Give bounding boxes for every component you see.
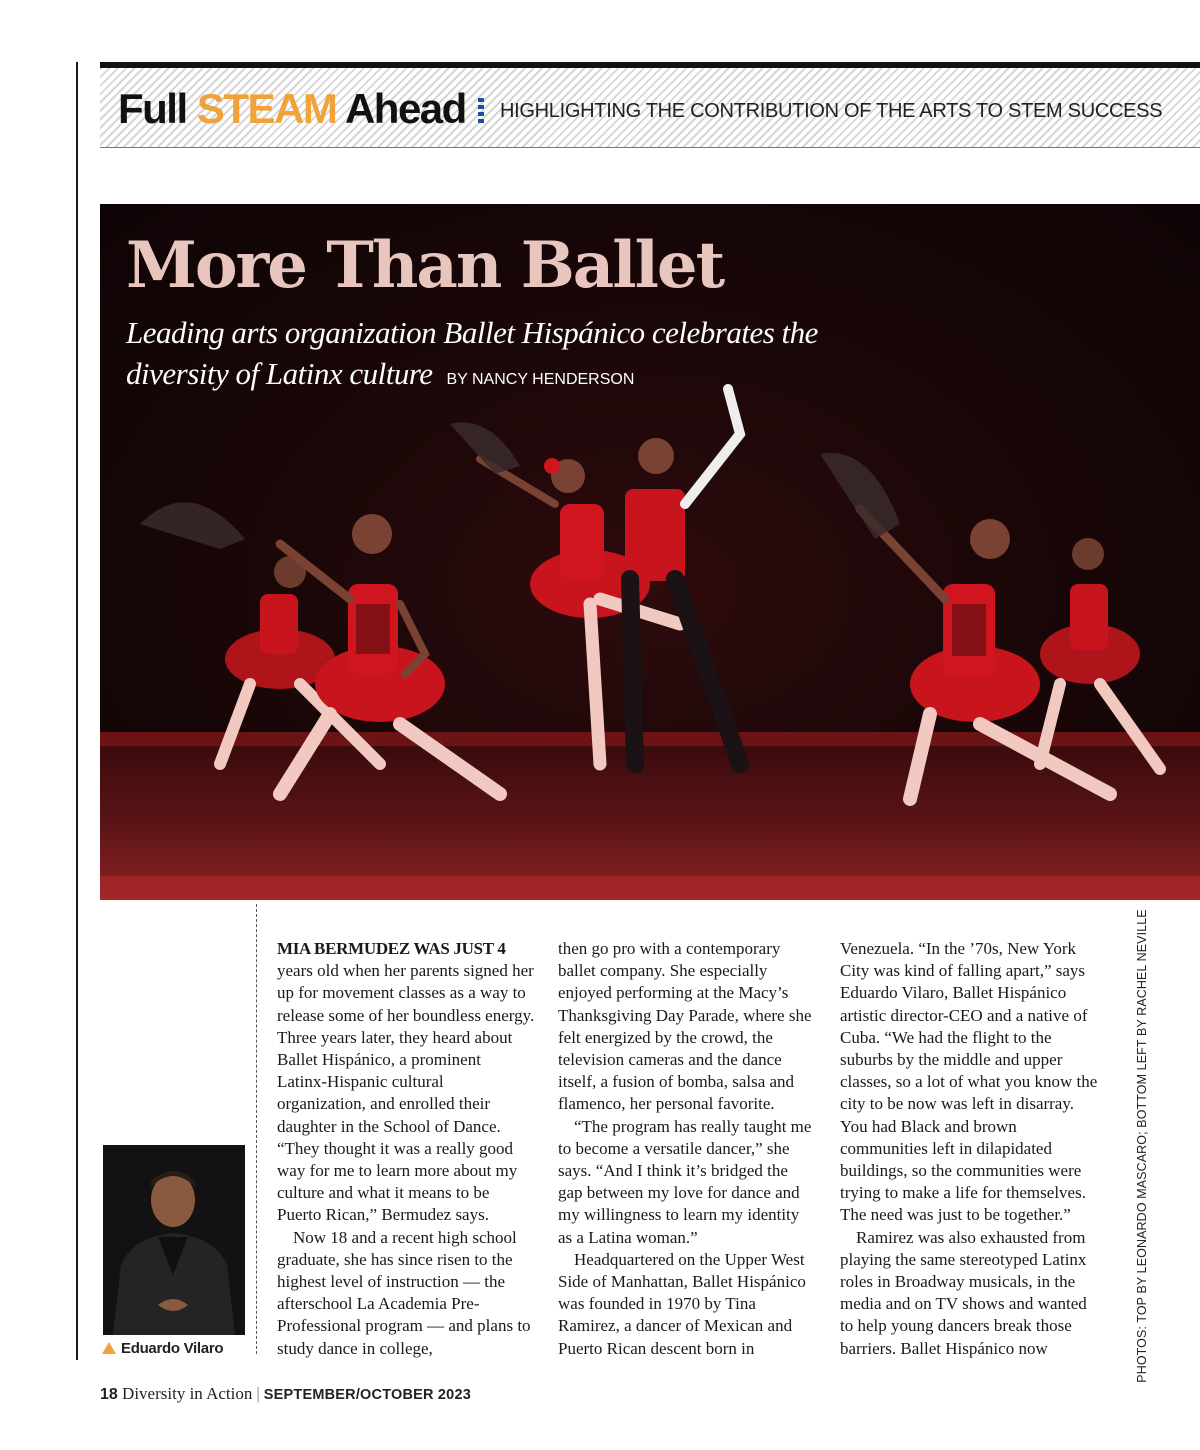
dancer-center-male bbox=[625, 389, 740, 764]
caption-triangle-icon bbox=[102, 1342, 116, 1354]
body-column-3 bbox=[840, 938, 1098, 1362]
footer-separator: | bbox=[256, 1384, 260, 1403]
portrait-photo bbox=[103, 1145, 245, 1335]
body-column-2 bbox=[558, 938, 816, 1362]
banner-title-ahead: Ahead bbox=[344, 85, 466, 132]
body-paragraph: Venezuela. “In the ’70s, New York City was kind of falling apart,” says Eduardo Vilaro, Ballet Hispánico artistic director-CEO and a native of Cuba. “We had the flight to the suburbs by the middle and upper classes, so a lot of what you know the city to be now was left in disarray. You had Black and brown communities left in dilapidated buildings, so the communities were trying to make a life for themselves. The need was just to be together.” bbox=[840, 939, 1098, 1225]
lead-in: MIA BERMUDEZ WAS JUST 4 bbox=[277, 939, 506, 958]
issue-date: SEPTEMBER/OCTOBER 2023 bbox=[263, 1387, 471, 1403]
body-paragraph bbox=[277, 938, 535, 1227]
article-byline: BY NANCY HENDERSON bbox=[446, 371, 635, 388]
body-paragraph: Ramirez was also exhausted from playing the same stereotyped Latinx roles in Broadway musicals, in the media and on TV shows and wanted to help young dancers break those barriers. Ballet Hispánico now bbox=[840, 1227, 1087, 1358]
banner-divider-dots bbox=[478, 98, 484, 126]
page-footer bbox=[100, 1384, 471, 1404]
banner-title-steam: STEAM bbox=[196, 85, 337, 132]
banner-title bbox=[118, 86, 466, 132]
body-text: years old when her parents signed her up for movement classes as a way to release some of her boundless energy. Three years later, they heard about Ballet Hispánico, a prominent Latinx-Hispanic cultural organization, and enrolled their daughter in the School of Dance. “They thought it was a really good way for me to learn more about my culture and what it means to be Puerto Rican,” Bermudez says. bbox=[277, 961, 535, 1225]
dancer-center-female bbox=[450, 422, 680, 764]
page-number: 18 bbox=[100, 1386, 118, 1403]
body-paragraph: Now 18 and a recent high school graduate, she has since risen to the highest level of instruction — the afterschool La Academia Pre-Professional program — and plans to study dance in college, bbox=[277, 1227, 531, 1358]
portrait-caption-text: Eduardo Vilaro bbox=[121, 1340, 224, 1357]
portrait-caption bbox=[102, 1340, 223, 1357]
left-margin-rule bbox=[76, 62, 78, 1360]
section-banner bbox=[100, 62, 1200, 148]
article-title: More Than Ballet bbox=[126, 228, 724, 303]
body-column-1 bbox=[277, 938, 535, 1362]
body-paragraph: then go pro with a contemporary ballet company. She especially enjoyed performing at the Macy’s Thanksgiving Day Parade, where she felt energized by the crowd, the television cameras and the dance itself, a fusion of bomba, salsa and flamenco, her personal favorite. bbox=[558, 939, 812, 1114]
photo-credit-text: PHOTOS: TOP BY LEONARDO MASCARO; BOTTOM LEFT BY RACHEL NEVILLE bbox=[1135, 909, 1149, 1383]
body-paragraph: “The program has really taught me to become a versatile dancer,” she says. “And I think it’s bridged the gap between my love for dance and my willingness to learn my identity as a Latina woman.” bbox=[558, 1116, 812, 1247]
column-divider bbox=[256, 904, 257, 1354]
banner-title-full: Full bbox=[118, 85, 187, 132]
banner-subtitle: HIGHLIGHTING THE CONTRIBUTION OF THE ARTS TO STEM SUCCESS bbox=[500, 100, 1163, 122]
publication-name: Diversity in Action bbox=[122, 1384, 253, 1403]
article-subtitle: Leading arts organization Ballet Hispánico celebrates the diversity of Latinx culture bbox=[126, 315, 818, 391]
body-paragraph: Headquartered on the Upper West Side of Manhattan, Ballet Hispánico was founded in 1970 by Tina Ramirez, a dancer of Mexican and Puerto Rican descent born in bbox=[558, 1249, 806, 1358]
article-deck bbox=[126, 312, 886, 400]
portrait-illustration bbox=[103, 1145, 245, 1335]
hero-photo bbox=[100, 204, 1200, 900]
ballet-stage-illustration bbox=[100, 204, 1200, 900]
